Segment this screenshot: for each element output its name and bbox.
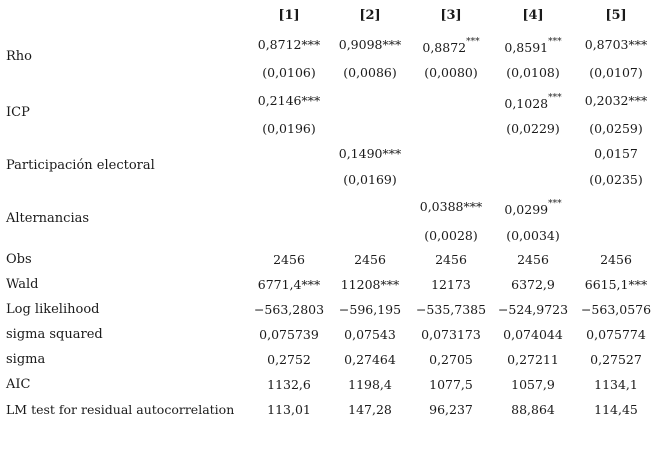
coefficient-value: 0,0388*** — [419, 199, 483, 214]
stat-value-cell: 0,073173 — [421, 327, 481, 342]
coefficient-value: 0,2032*** — [584, 93, 648, 108]
standard-error-cell: (0,0108) — [506, 65, 560, 80]
coefficient-value: 0,8703*** — [584, 37, 648, 52]
standard-error-cell: (0,0259) — [589, 121, 643, 136]
coefficient-cell — [410, 199, 492, 214]
coefficient-cell — [410, 37, 492, 55]
column-header: [4] — [522, 8, 544, 23]
stat-value-cell: 88,864 — [511, 402, 555, 417]
stat-value-cell: 2456 — [354, 252, 386, 267]
row-label: ICP — [6, 105, 30, 120]
stat-value-cell: 0,2752 — [267, 352, 311, 367]
row-label: Alternancias — [6, 211, 90, 226]
coefficient-cell — [492, 93, 574, 111]
stat-value-cell: 113,01 — [267, 402, 311, 417]
stat-value-cell: 0,075739 — [259, 327, 319, 342]
stat-value-cell: 2456 — [273, 252, 305, 267]
coefficient-value: 0,2146*** — [257, 93, 321, 108]
significance-stars: *** — [548, 37, 562, 47]
coefficient-cell — [492, 199, 574, 217]
stat-value-cell: 11208*** — [340, 277, 400, 292]
stat-value-cell: 0,07543 — [344, 327, 396, 342]
stat-value-cell: −563,2803 — [253, 302, 325, 317]
stat-value-cell: 0,27464 — [344, 352, 396, 367]
stat-label: sigma — [6, 352, 46, 367]
coefficient-cell — [575, 146, 657, 161]
significance-stars: *** — [548, 93, 562, 103]
standard-error-cell: (0,0196) — [262, 121, 316, 136]
column-header: [1] — [278, 8, 300, 23]
standard-error-cell: (0,0235) — [589, 172, 643, 187]
stat-value-cell: 2456 — [517, 252, 549, 267]
stat-value-cell: 1134,1 — [594, 377, 638, 392]
coefficient-value: 0,1490*** — [338, 146, 402, 161]
stat-value-cell: 12173 — [431, 277, 471, 292]
coefficient-cell — [492, 37, 574, 55]
row-label: Rho — [6, 49, 32, 64]
stat-value-cell: 6615,1*** — [584, 277, 648, 292]
stat-label: Wald — [6, 277, 39, 292]
standard-error-cell: (0,0086) — [343, 65, 397, 80]
standard-error-cell: (0,0169) — [343, 172, 397, 187]
stat-value-cell: 1132,6 — [267, 377, 311, 392]
stat-value-cell: −535,7385 — [415, 302, 487, 317]
stat-value-cell: 6771,4*** — [257, 277, 321, 292]
stat-label: Obs — [6, 252, 32, 267]
coefficient-value: 0,8872 — [422, 40, 467, 55]
stat-value-cell: 1057,9 — [511, 377, 555, 392]
significance-stars: *** — [466, 37, 480, 47]
stat-value-cell: 147,28 — [348, 402, 392, 417]
standard-error-cell: (0,0106) — [262, 65, 316, 80]
stat-value-cell: 0,27211 — [507, 352, 559, 367]
stat-label: Log likelihood — [6, 302, 100, 317]
coefficient-cell — [248, 37, 330, 52]
stat-value-cell: 0,074044 — [503, 327, 563, 342]
coefficient-cell — [329, 146, 411, 161]
stat-value-cell: 96,237 — [429, 402, 473, 417]
coefficient-cell — [329, 37, 411, 52]
coefficient-value: 0,0299 — [504, 202, 549, 217]
stat-value-cell: 0,27527 — [590, 352, 642, 367]
row-label: Participación electoral — [6, 158, 155, 173]
stat-value-cell: −563,0576 — [580, 302, 652, 317]
coefficient-cell — [575, 93, 657, 108]
standard-error-cell: (0,0034) — [506, 228, 560, 243]
stat-value-cell: 1198,4 — [348, 377, 392, 392]
coefficient-value: 0,0157 — [594, 146, 638, 161]
stat-value-cell: 6372,9 — [511, 277, 555, 292]
standard-error-cell: (0,0080) — [424, 65, 478, 80]
stat-value-cell: 0,075774 — [586, 327, 646, 342]
standard-error-cell: (0,0107) — [589, 65, 643, 80]
stat-value-cell: 2456 — [435, 252, 467, 267]
stat-value-cell: 1077,5 — [429, 377, 473, 392]
standard-error-cell: (0,0229) — [506, 121, 560, 136]
stat-value-cell: −524,9723 — [497, 302, 569, 317]
stat-value-cell: 114,45 — [594, 402, 638, 417]
stat-value-cell: −596,195 — [338, 302, 402, 317]
coefficient-cell — [575, 37, 657, 52]
stat-value-cell: 0,2705 — [429, 352, 473, 367]
column-header: [5] — [605, 8, 627, 23]
column-header: [2] — [359, 8, 381, 23]
stat-label: sigma squared — [6, 327, 103, 342]
stat-label: LM test for residual autocorrelation — [6, 402, 235, 417]
column-header: [3] — [440, 8, 462, 23]
standard-error-cell: (0,0028) — [424, 228, 478, 243]
coefficient-value: 0,8591 — [504, 40, 549, 55]
significance-stars: *** — [548, 199, 562, 209]
stat-label: AIC — [6, 377, 31, 392]
stat-value-cell: 2456 — [600, 252, 632, 267]
coefficient-cell — [248, 93, 330, 108]
coefficient-value: 0,8712*** — [257, 37, 321, 52]
coefficient-value: 0,9098*** — [338, 37, 402, 52]
coefficient-value: 0,1028 — [504, 96, 549, 111]
